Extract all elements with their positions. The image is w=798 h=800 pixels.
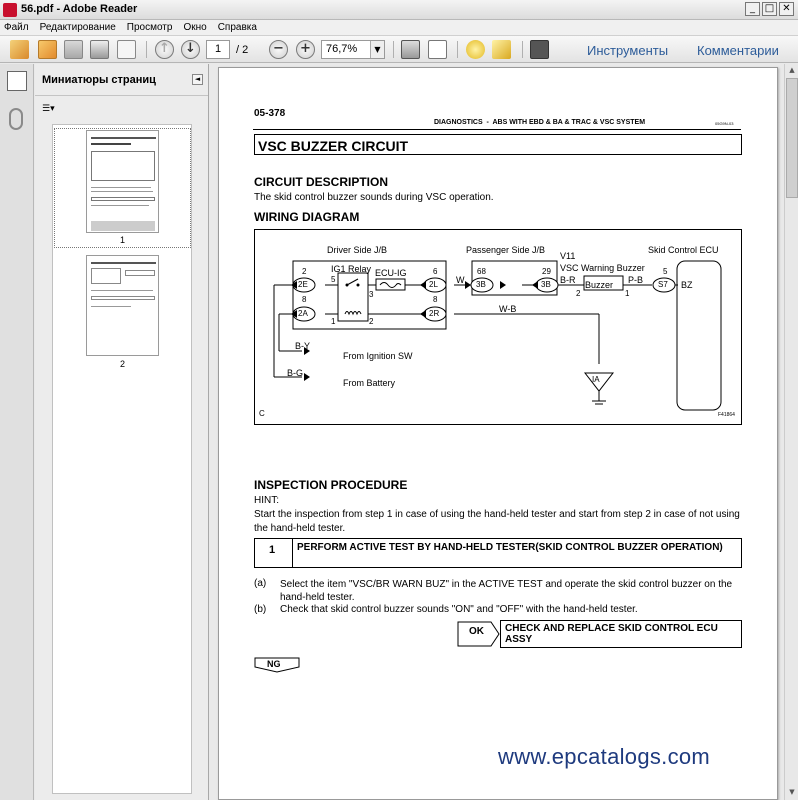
pin-label: 1 xyxy=(331,317,336,326)
figure-code: F41864 xyxy=(718,412,735,418)
scroll-up-icon[interactable]: ▲ xyxy=(789,66,795,74)
page-total: / 2 xyxy=(236,44,249,56)
relay-label: IG1 Relay xyxy=(331,264,372,274)
maximize-button[interactable]: □ xyxy=(762,2,777,16)
buzzer-label: Buzzer xyxy=(585,280,614,290)
connector-2e-label: 2E xyxy=(298,280,308,289)
pin-label: 8 xyxy=(302,295,307,304)
connector-2r-label: 2R xyxy=(429,309,440,318)
pin-label: 68 xyxy=(477,267,486,276)
thumbnail-list xyxy=(52,124,192,794)
step-title: PERFORM ACTIVE TEST BY HAND-HELD TESTER(SKID CONTROL BUZZER OPERATION) xyxy=(297,542,723,553)
wiring-diagram xyxy=(254,229,742,425)
wire-color-label: W xyxy=(456,275,465,285)
ok-label: OK xyxy=(469,626,484,637)
wiring-heading: WIRING DIAGRAM xyxy=(254,210,360,224)
ground-label: IA xyxy=(592,375,600,384)
page-number: 05-378 xyxy=(254,108,286,119)
previous-page-icon[interactable]: ↑ xyxy=(155,40,174,59)
circuit-text: The skid control buzzer sounds during VSC operation. xyxy=(254,192,494,203)
wire-color-label: W-B xyxy=(499,304,517,314)
pin-label: 2 xyxy=(369,317,374,326)
create-pdf-icon[interactable] xyxy=(10,40,29,59)
attachments-paperclip-icon[interactable] xyxy=(9,108,23,130)
thumbnail-page-2[interactable] xyxy=(86,255,159,356)
circuit-heading: CIRCUIT DESCRIPTION xyxy=(254,175,389,189)
window-title: 56.pdf - Adobe Reader xyxy=(21,3,138,15)
adobe-reader-icon xyxy=(3,3,17,17)
comment-bubble-icon[interactable] xyxy=(466,40,485,59)
buzzer-name-label: VSC Warning Buzzer xyxy=(560,263,645,273)
connector-s7-label: S7 xyxy=(658,280,668,289)
open-folder-icon[interactable] xyxy=(38,40,57,59)
thumbnails-header xyxy=(35,64,208,96)
item-b-text: Check that skid control buzzer sounds "ON" and "OFF" with the hand-held tester. xyxy=(280,604,638,615)
thumbnail-page-label: 2 xyxy=(119,359,125,369)
save-icon[interactable] xyxy=(64,40,83,59)
pin-label: 29 xyxy=(542,267,551,276)
document-viewport[interactable] xyxy=(210,64,798,800)
navigation-rail xyxy=(0,64,34,800)
menu-help[interactable]: Справка xyxy=(217,22,257,33)
ok-action-text: CHECK AND REPLACE SKID CONTROL ECU ASSY xyxy=(505,623,718,645)
next-page-icon[interactable]: ↓ xyxy=(181,40,200,59)
hint-text: Start the inspection from step 1 in case of using the hand-held tester and start from step 2 in case of not using the hand-held tester. xyxy=(254,509,740,534)
header-rule xyxy=(253,129,741,130)
hint-label: HINT: xyxy=(254,495,279,506)
chevron-down-icon[interactable]: ▼ xyxy=(370,41,384,58)
pdf-page xyxy=(218,67,778,800)
minimize-button[interactable]: _ xyxy=(745,2,760,16)
pin-label: 8 xyxy=(433,295,438,304)
toolbar-separator xyxy=(146,41,147,58)
pin-label: 6 xyxy=(433,267,438,276)
pin-label: 5 xyxy=(331,275,336,284)
thumbnail-page-label: 1 xyxy=(119,235,125,245)
zoom-select[interactable] xyxy=(321,40,385,59)
ok-action-box xyxy=(500,620,742,648)
toolbar-separator xyxy=(457,41,458,58)
v11-label: V11 xyxy=(560,251,576,261)
item-a-label: (a) xyxy=(254,578,267,589)
menu-file[interactable]: Файл xyxy=(4,22,29,33)
toolbar-separator xyxy=(393,41,394,58)
pin-label: 2 xyxy=(302,267,307,276)
title-bar xyxy=(0,0,798,20)
connector-2l-label: 2L xyxy=(429,280,438,289)
menu-bar xyxy=(0,20,798,36)
passenger-jb-label: Passenger Side J/B xyxy=(466,245,546,255)
zoom-out-button[interactable]: − xyxy=(269,40,288,59)
pin-label: 1 xyxy=(625,289,630,298)
highlight-pen-icon[interactable] xyxy=(492,40,511,59)
connector-3b1-label: 3B xyxy=(476,280,486,289)
thumbnail-page-1[interactable] xyxy=(86,130,159,233)
toolbar-separator xyxy=(522,41,523,58)
wire-color-label: B-G xyxy=(287,368,304,378)
email-icon[interactable] xyxy=(117,40,136,59)
header-code: 05G9N-03 xyxy=(715,121,734,126)
wire-color-label: B-Y xyxy=(295,341,311,351)
collapse-panel-icon[interactable]: ◄ xyxy=(192,74,203,85)
section-title-box xyxy=(254,134,742,155)
diagram-corner-label: C xyxy=(259,409,265,418)
menu-window[interactable]: Окно xyxy=(183,22,207,33)
thumbnails-panel xyxy=(35,64,209,800)
from-battery-label: From Battery xyxy=(343,378,396,388)
wire-color-label: B-R xyxy=(560,275,576,285)
section-title: VSC BUZZER CIRCUIT xyxy=(258,138,409,154)
tools-pane-button[interactable]: Инструменты xyxy=(587,43,669,58)
connector-3b2-label: 3B xyxy=(541,280,551,289)
step-number: 1 xyxy=(269,544,276,556)
from-ignition-label: From Ignition SW xyxy=(343,351,413,361)
ecu-ig-label: ECU-IG xyxy=(375,268,407,278)
zoom-value: 76,7% xyxy=(326,43,358,55)
toolbar xyxy=(0,36,798,63)
step-box xyxy=(254,538,742,568)
driver-jb-label: Driver Side J/B xyxy=(327,245,388,255)
zoom-in-button[interactable]: + xyxy=(296,40,315,59)
close-button[interactable]: ✕ xyxy=(779,2,794,16)
pin-label: 3 xyxy=(369,290,374,299)
vertical-scrollbar[interactable] xyxy=(784,64,798,800)
comments-pane-button[interactable]: Комментарии xyxy=(697,43,779,58)
thumbnails-title: Миниатюры страниц xyxy=(42,74,156,86)
wire-color-label: P-B xyxy=(628,275,644,285)
menu-edit[interactable]: Редактирование xyxy=(39,22,116,33)
pin-label: 2 xyxy=(576,289,581,298)
menu-view[interactable]: Просмотр xyxy=(126,22,173,33)
scroll-down-icon[interactable]: ▼ xyxy=(789,788,795,796)
bz-label: BZ xyxy=(681,280,693,290)
page-header: DIAGNOSTICS - ABS WITH EBD & BA & TRAC & VSC SYSTEM xyxy=(434,119,646,126)
item-a-text: Select the item "VSC/BR WARN BUZ" in the ACTIVE TEST and operate the skid control buzzer on the hand-held tester. xyxy=(280,579,733,603)
page-thumbnails-icon[interactable] xyxy=(7,71,27,91)
item-b-label: (b) xyxy=(254,604,267,615)
watermark: www.epcatalogs.com xyxy=(498,744,711,769)
scrollbar-thumb[interactable] xyxy=(786,78,798,198)
full-screen-icon[interactable] xyxy=(530,40,549,59)
ecu-label: Skid Control ECU xyxy=(648,245,719,255)
print-icon[interactable] xyxy=(90,40,109,59)
fit-page-icon[interactable] xyxy=(401,40,420,59)
ng-label: NG xyxy=(267,659,281,669)
pin-label: 5 xyxy=(663,267,668,276)
thumbnail-options-icon[interactable]: ☰▾ xyxy=(42,104,55,114)
connector-2a-label: 2A xyxy=(298,309,308,318)
page-number-input[interactable]: 1 xyxy=(206,40,230,59)
inspection-heading: INSPECTION PROCEDURE xyxy=(254,478,408,492)
fit-width-icon[interactable] xyxy=(428,40,447,59)
